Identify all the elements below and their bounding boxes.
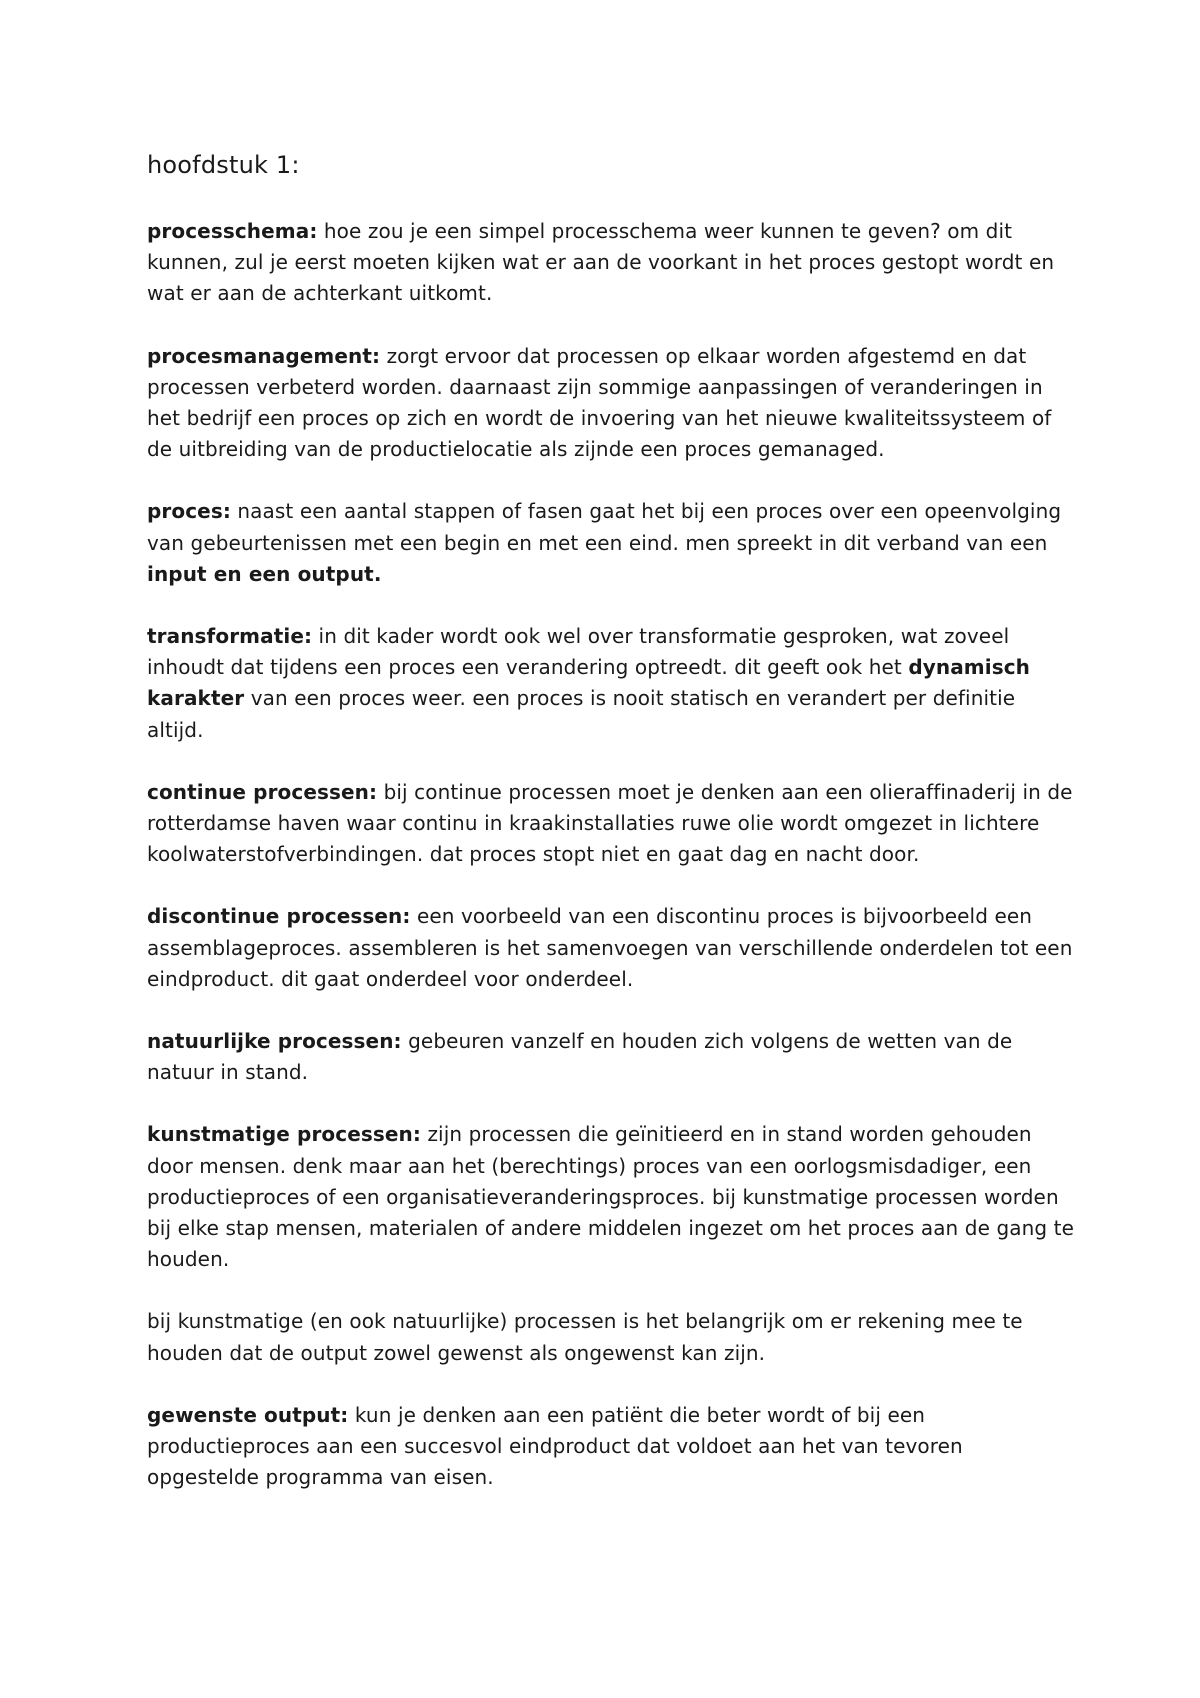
paragraph-text: bij continue processen moet je denken aan een olieraffinaderij in de rotterdamse haven waar continu in kraakinstallaties ruwe olie wordt omgezet in lichtere koolwaterstofverbindingen. dat proces stopt niet en gaat dag en nacht door. [147, 779, 1073, 867]
paragraph-text: kun je denken aan een patiënt die beter wordt of bij een productieproces aan een succesvol eindproduct dat voldoet aan het van tevoren opgestelde programma van eisen. [147, 1402, 963, 1490]
term-processchema: processchema: [147, 219, 318, 243]
term-procesmanagement: procesmanagement: [147, 343, 381, 368]
term-natuurlijke-processen: natuurlijke processen: [147, 1029, 402, 1054]
paragraph-text: zorgt ervoor dat processen op elkaar worden afgestemd en dat processen verbeterd worden. daarnaast zijn sommige aanpassingen of veranderingen in het bedrijf een proces op zich en wordt de invoering van het nieuwe kwaliteitssysteem of de uitbreiding van de productielocatie als zijnde een proces gemanaged. [147, 343, 1052, 462]
term-transformatie: transformatie: [147, 624, 313, 649]
paragraph-text: in dit kader wordt ook wel over transformatie gesproken, wat zoveel inhoudt dat tijdens een proces een verandering optreedt. dit geeft ook het [147, 624, 1010, 680]
chapter-title: hoofdstuk 1: [147, 151, 300, 179]
paragraph-gewenste-output [147, 1400, 1077, 1494]
emphasis-input-output: input en een output. [147, 561, 382, 586]
term-continue-processen: continue processen: [147, 779, 378, 804]
paragraph-text: een voorbeeld van een discontinu proces is bijvoorbeeld een assemblageproces. assembleren is het samenvoegen van verschillende onderdelen tot een eindproduct. dit gaat onderdeel voor onderdeel. [147, 904, 1073, 991]
emphasis-dynamisch-karakter: dynamisch karakter [147, 655, 1030, 711]
paragraph-proces [147, 496, 1077, 590]
paragraph-kunstmatige-processen [147, 1119, 1077, 1275]
paragraph-processchema [147, 216, 1077, 310]
paragraph-text: hoe zou je een simpel processchema weer kunnen te geven? om dit kunnen, zul je eerst moeten kijken wat er aan de voorkant in het proces gestopt wordt en wat er aan de achterkant uitkomt. [147, 219, 1055, 306]
paragraph-transformatie [147, 621, 1077, 746]
term-proces: proces: [147, 499, 231, 524]
paragraph-discontinue-processen [147, 901, 1077, 995]
paragraph-text: zijn processen die geïnitieerd en in stand worden gehouden door mensen. denk maar aan het (berechtings) proces van een oorlogsmisdadiger, een productieproces of een organisatieveranderingsproces. bij kunstmatige processen worden bij elke stap mensen, materialen of andere middelen ingezet om het proces aan de gang te houden. [147, 1122, 1074, 1272]
paragraph-text-after: van een proces weer. een proces is nooit statisch en verandert per definitie altijd. [147, 686, 1016, 742]
paragraph-text: naast een aantal stappen of fasen gaat het bij een proces over een opeenvolging van gebeurtenissen met een begin en met een eind. men spreekt in dit verband van een [147, 499, 1062, 555]
term-discontinue-processen: discontinue processen: [147, 904, 411, 929]
paragraph-output-note [147, 1306, 1077, 1368]
term-gewenste-output: gewenste output: [147, 1402, 349, 1427]
document-page [147, 148, 1077, 1525]
paragraph-text: bij kunstmatige (en ook natuurlijke) processen is het belangrijk om er rekening mee te houden dat de output zowel gewenst als ongewenst kan zijn. [147, 1309, 1023, 1365]
paragraph-text: gebeuren vanzelf en houden zich volgens de wetten van de natuur in stand. [147, 1029, 1013, 1085]
paragraph-continue-processen [147, 777, 1077, 871]
paragraph-natuurlijke-processen [147, 1026, 1077, 1088]
paragraph-procesmanagement [147, 341, 1077, 466]
term-kunstmatige-processen: kunstmatige processen: [147, 1122, 421, 1147]
